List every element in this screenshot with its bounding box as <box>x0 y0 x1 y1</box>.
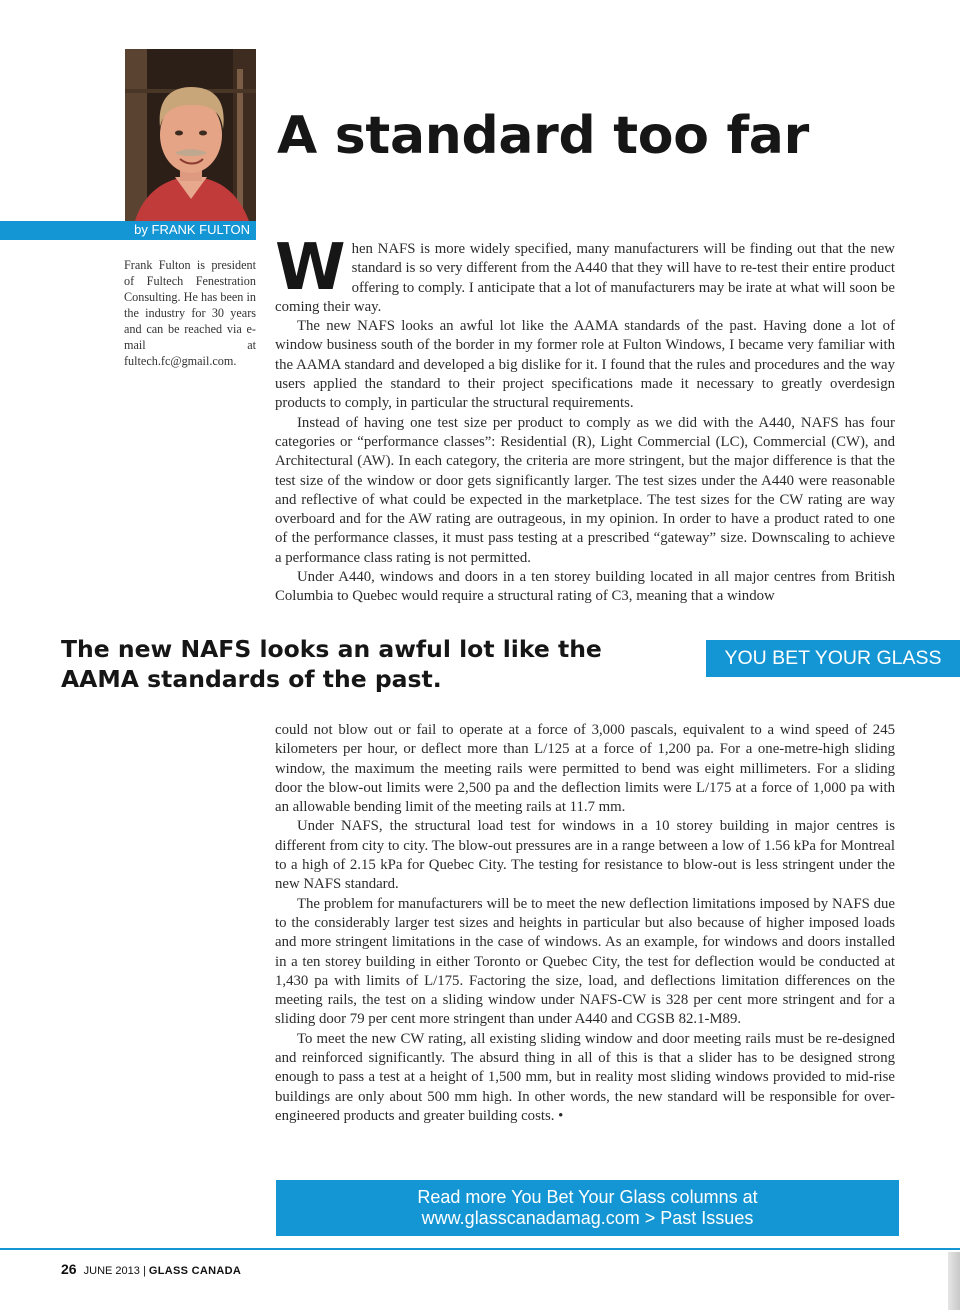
author-bio: Frank Fulton is president of Fultech Fenestration Consulting. He has been in the industry for 30 years and can be reached via e-mail at fultech.fc@gmail.com. <box>124 258 256 368</box>
article-paragraph: Instead of having one test size per product to comply as we did with the A440, NAFS has four categories or “performance classes”: Residential (R), Light Commercial (LC), Commercial (CW), and Architectural (AW). In each category, the criteria are more stringent, but the major difference is that the test size of the window or door gets significantly larger. The test sizes under the A440 were reasonable and reflective of what could be expected in the marketplace. The test sizes for the CW rating are way overboard and for the AW rating are outrageous, in my opinion. In order to have a product rated to one of the performance classes, it must pass testing at a prescribed “gateway” size. Downscaling to achieve a performance class rating is not permitted. <box>275 414 895 566</box>
pull-quote: The new NAFS looks an awful lot like the AAMA standards of the past. <box>61 635 602 693</box>
page-curl-edge <box>948 1252 960 1310</box>
author-portrait-icon <box>125 49 256 221</box>
drop-cap: W <box>275 231 346 305</box>
read-more-line-1: Read more You Bet Your Glass columns at <box>417 1187 758 1207</box>
article-body-top <box>275 231 895 607</box>
issue-date: JUNE 2013 | <box>83 1265 146 1277</box>
byline: by FRANK FULTON <box>134 222 250 237</box>
byline-bar <box>0 221 256 240</box>
column-name-badge: YOU BET YOUR GLASS <box>706 640 960 677</box>
page-footer <box>61 1261 241 1277</box>
article-paragraph: The new NAFS looks an awful lot like the AAMA standards of the past. Having done a lot of window business south of the border in my former role at Fulton Windows, I became very familiar with the AAMA standard and developed a big dislike for it. I found that the rules and procedures and the way users applied the standard to their project specifications made it necessary to greatly overdesign products to comply, in particular the structural requirements. <box>275 318 895 412</box>
read-more-link[interactable] <box>276 1180 899 1236</box>
article-paragraph: Under NAFS, the structural load test for windows in a 10 storey building in major centres is different from city to city. The blow-out pressures are in a range between a low of 1.56 kPa for Montreal to a high of 2.15 kPa for Quebec City. The testing for resistance to blow-out is less stringent under the new NAFS standard. <box>275 818 895 893</box>
article-paragraph: could not blow out or fail to operate at a force of 3,000 pascals, equivalent to a wind speed of 245 kilometers per hour, or deflect more than L/125 at a force of 1,200 pa. For a one-metre-high sliding window, the maximum the meeting rails were permitted to bend was eight millimeters. For a sliding door the blow-out limits were 2,500 pa and the deflection limits were L/175 at a force of 1,000 pa with an allowable bending limit of the meeting rails at 11.7 mm. <box>275 722 895 816</box>
footer-divider <box>0 1248 960 1250</box>
article-paragraph: Under A440, windows and doors in a ten storey building located in all major centres from British Columbia to Quebec would require a structural rating of C3, meaning that a window <box>275 569 895 605</box>
author-photo <box>125 49 256 221</box>
article-paragraph: To meet the new CW rating, all existing sliding window and door meeting rails must be re-designed and reinforced significantly. The absurd thing in all of this is that a slider has to be designed strong enough to pass a test at a height of 1,500 mm, but in reality most sliding windows provided to mid-rise buildings are only about 500 mm high. In other words, the new standard will be responsible for over-engineered products and greater building costs. • <box>275 1030 895 1124</box>
paragraph-text: hen NAFS is more widely specified, many manufacturers will be finding out that the new standard is so very different from the A440 that they will have to re-test their entire product offering to comply. I anticipate that a lot of manufacturers may be irate at what will soon be coming their way. <box>275 241 895 315</box>
page-number: 26 <box>61 1261 77 1277</box>
magazine-name: GLASS CANADA <box>148 1265 242 1277</box>
article-paragraph <box>275 231 895 317</box>
article-title: A standard too far <box>277 106 809 166</box>
read-more-line-2: www.glasscanadamag.com > Past Issues <box>421 1208 754 1228</box>
article-body-bottom <box>275 721 895 1126</box>
article-paragraph: The problem for manufacturers will be to meet the new deflection limitations imposed by NAFS due to the considerably larger test sizes and heights in particular but also because of higher imposed loads and more stringent limitations in the case of windows. As an example, for windows and doors installed in a ten storey building in either Toronto or Quebec City, the test for deflection would be conducted at 1,430 pa with limits of L/175. Factoring the size, load, and deflections limitation differences on the meeting rails, the test on a sliding window under NAFS-CW is 328 per cent more stringent and for a sliding door 79 per cent more stringent than under A440 and CGSB 82.1-M89. <box>275 895 895 1028</box>
